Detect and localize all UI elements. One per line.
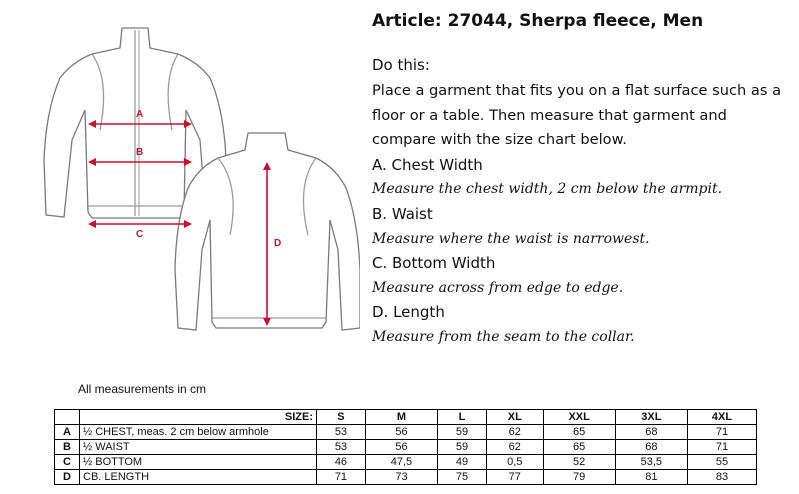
article-title: Article: 27044, Sherpa fleece, Men — [372, 11, 704, 31]
table-cell: 47,5 — [365, 455, 437, 470]
label-d: D — [274, 238, 282, 249]
size-col-header: XXL — [543, 410, 615, 425]
size-col-header: M — [365, 410, 437, 425]
instructions-text: Place a garment that fits you on a flat surface such as a floor or a table. Then measure that garment and compare with the size chart below. — [372, 82, 782, 149]
label-a: A — [136, 109, 144, 120]
measure-d-description: Measure from the seam to the collar. — [372, 328, 635, 345]
table-cell: 83 — [687, 470, 756, 485]
header-letter-blank — [55, 410, 80, 425]
size-header-row — [55, 410, 757, 425]
row-letter: A — [55, 425, 80, 440]
size-col-header: 3XL — [615, 410, 687, 425]
row-letter: C — [55, 455, 80, 470]
measure-c-title: C. Bottom Width — [372, 254, 496, 273]
row-letter: B — [55, 440, 80, 455]
row-label: CB. LENGTH — [80, 470, 317, 485]
table-cell: 68 — [615, 440, 687, 455]
table-cell: 52 — [543, 455, 615, 470]
row-label: ½ WAIST — [80, 440, 317, 455]
instructions-column — [372, 8, 792, 350]
size-table — [54, 409, 757, 485]
label-c: C — [136, 229, 144, 240]
instructions-heading: Do this: — [372, 56, 430, 74]
measure-b-title: B. Waist — [372, 204, 433, 223]
table-cell: 81 — [615, 470, 687, 485]
row-letter: D — [55, 470, 80, 485]
table-cell: 68 — [615, 425, 687, 440]
table-cell: 65 — [543, 440, 615, 455]
table-cell: 62 — [486, 425, 543, 440]
size-col-header: 4XL — [687, 410, 756, 425]
measure-a-title: A. Chest Width — [372, 155, 483, 174]
label-b: B — [136, 147, 144, 158]
table-cell: 73 — [365, 470, 437, 485]
table-cell: 79 — [543, 470, 615, 485]
table-row — [55, 455, 757, 470]
units-note: All measurements in cm — [78, 382, 207, 396]
table-cell: 46 — [317, 455, 366, 470]
table-cell: 0,5 — [486, 455, 543, 470]
table-cell: 56 — [365, 440, 437, 455]
table-cell: 49 — [438, 455, 487, 470]
row-label: ½ BOTTOM — [80, 455, 317, 470]
measure-c-description: Measure across from edge to edge. — [372, 279, 624, 296]
row-label: ½ CHEST, meas. 2 cm below armhole — [80, 425, 317, 440]
table-row — [55, 425, 757, 440]
table-cell: 71 — [687, 440, 756, 455]
size-col-header: L — [438, 410, 487, 425]
table-cell: 53 — [317, 440, 366, 455]
table-cell: 75 — [438, 470, 487, 485]
table-cell: 59 — [438, 440, 487, 455]
measure-b-description: Measure where the waist is narrowest. — [372, 230, 650, 247]
table-cell: 56 — [365, 425, 437, 440]
table-cell: 65 — [543, 425, 615, 440]
table-cell: 53,5 — [615, 455, 687, 470]
table-cell: 71 — [317, 470, 366, 485]
table-cell: 77 — [486, 470, 543, 485]
size-label: SIZE: — [80, 410, 317, 425]
table-cell: 59 — [438, 425, 487, 440]
measure-a-description: Measure the chest width, 2 cm below the armpit. — [372, 181, 723, 198]
table-cell: 55 — [687, 455, 756, 470]
size-col-header: S — [317, 410, 366, 425]
table-cell: 53 — [317, 425, 366, 440]
measure-d-title: D. Length — [372, 303, 445, 322]
table-cell: 71 — [687, 425, 756, 440]
table-cell: 62 — [486, 440, 543, 455]
size-col-header: XL — [486, 410, 543, 425]
table-row — [55, 440, 757, 455]
table-row — [55, 470, 757, 485]
garment-illustration — [30, 20, 360, 350]
